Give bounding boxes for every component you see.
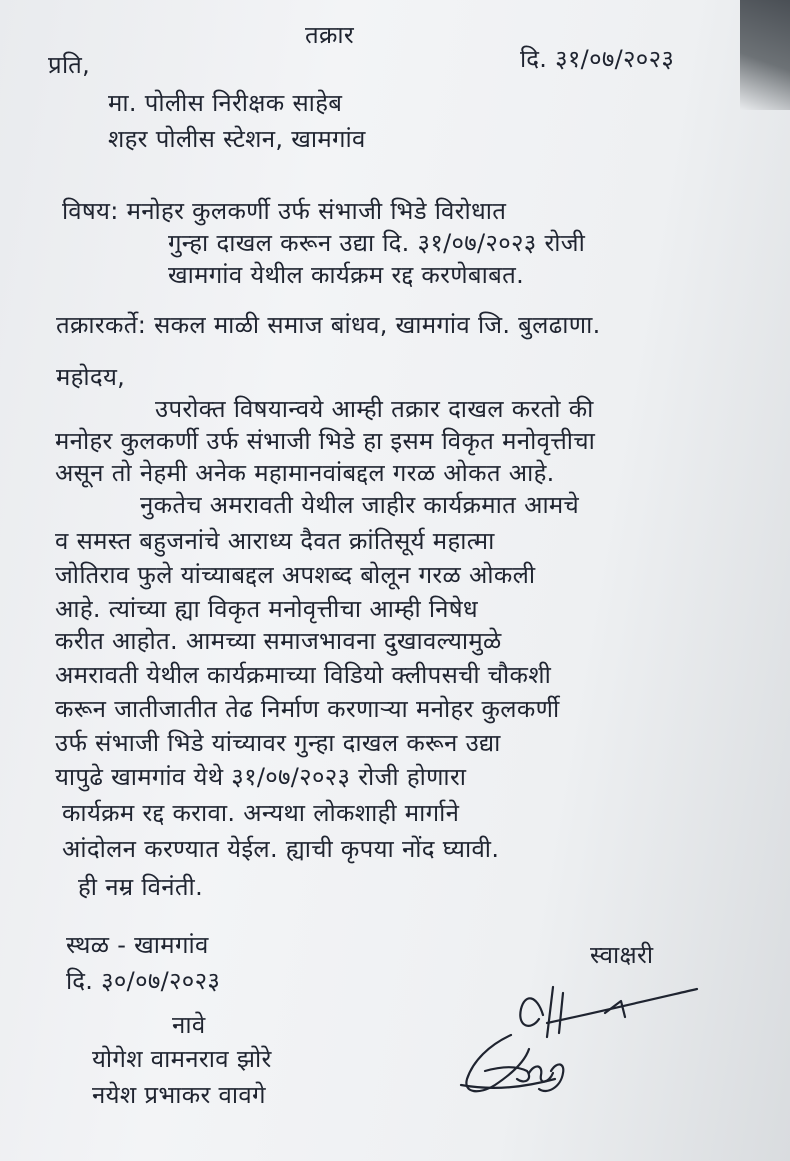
signatory-name: नयेश प्रभाकर वावगे [92, 1081, 266, 1109]
body-line: आहे. त्यांच्या ह्या विकृत मनोवृत्तीचा आम्ही निषेध [55, 595, 478, 623]
body-line: असून तो नेहमी अनेक महामानवांबद्दल गरळ ओकत आहे. [55, 459, 555, 487]
body-line: व समस्त बहुजनांचे आराध्य दैवत क्रांतिसूर्य महात्मा [55, 527, 495, 555]
body-line: अमरावती येथील कार्यक्रमाच्या विडियो क्लीपसची चौकशी [55, 661, 552, 689]
closing-date: दि. ३०/०७/२०२३ [66, 967, 221, 995]
subject-line-1: विषय: मनोहर कुलकर्णी उर्फ संभाजी भिडे विरोधात [62, 197, 507, 225]
body-line: ही नम्र विनंती. [78, 873, 203, 901]
body-line: यापुढे खामगांव येथे ३१/०७/२०२३ रोजी होणारा [55, 763, 467, 791]
recipient-prefix: प्रति, [48, 51, 91, 79]
body-line: नुकतेच अमरावती येथील जाहीर कार्यक्रमात आमचे [140, 491, 580, 519]
recipient-line-1: मा. पोलीस निरीक्षक साहेब [108, 89, 343, 117]
body-line: जोतिराव फुले यांच्याबद्दल अपशब्द बोलून गरळ ओकली [55, 561, 536, 589]
subject-line-3: खामगांव येथील कार्यक्रम रद्द करणेबाबत. [168, 261, 525, 289]
salutation: महोदय, [56, 363, 126, 391]
body-line: उपरोक्त विषयान्वये आम्ही तक्रार दाखल करतो की [155, 395, 594, 423]
letter-heading: तक्रार [305, 21, 355, 49]
signature-label: स्वाक्षरी [590, 941, 654, 969]
body-line: करून जातीजातीत तेढ निर्माण करणाऱ्या मनोहर कुलकर्णी [55, 695, 560, 723]
subject-line-2: गुन्हा दाखल करून उद्या दि. ३१/०७/२०२३ रोजी [168, 229, 586, 257]
body-line: उर्फ संभाजी भिडे यांच्यावर गुन्हा दाखल करून उद्या [55, 729, 501, 757]
letter-date: दि. ३१/०७/२०२३ [520, 45, 675, 73]
names-label: नावे [172, 1011, 206, 1039]
body-line: मनोहर कुलकर्णी उर्फ संभाजी भिडे हा इसम विकृत मनोवृत्तीचा [55, 427, 596, 455]
place-line: स्थळ - खामगांव [66, 931, 209, 959]
complainant-line: तक्रारकर्ते: सकल माळी समाज बांधव, खामगांव जि. बुलढाणा. [56, 311, 601, 339]
signature-scribble [455, 975, 705, 1105]
body-line: कार्यक्रम रद्द करावा. अन्यथा लोकशाही मार्गाने [62, 799, 460, 827]
signatory-name: योगेश वामनराव झोरे [92, 1045, 272, 1073]
recipient-line-2: शहर पोलीस स्टेशन, खामगांव [108, 125, 366, 153]
body-line: आंदोलन करण्यात येईल. ह्याची कृपया नोंद घ्यावी. [62, 835, 500, 863]
body-line: करीत आहोत. आमच्या समाजभावना दुखावल्यामुळे [55, 627, 502, 655]
